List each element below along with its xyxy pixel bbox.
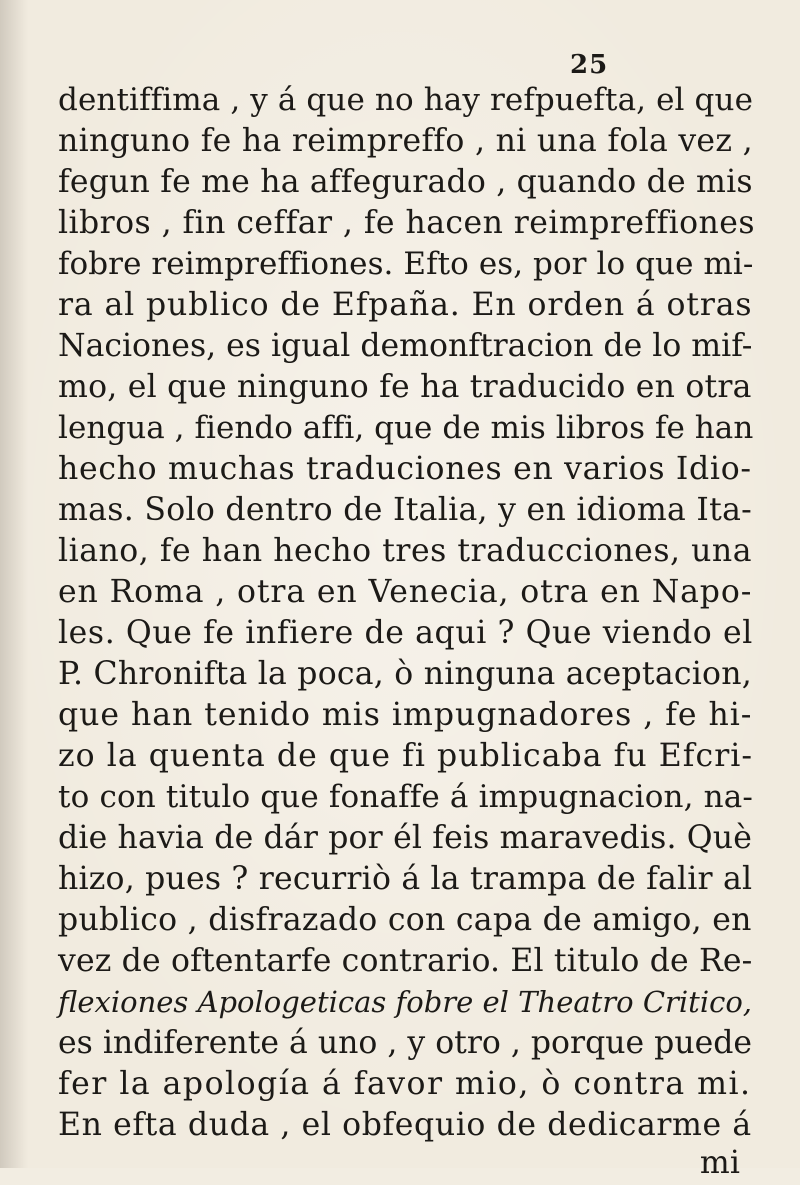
catchword: mi: [699, 1145, 740, 1181]
text-line: ra al publico de Efpaña. En orden á otras: [58, 287, 753, 323]
text-line: fer la apología á favor mio, ò contra mi.: [58, 1066, 752, 1102]
text-line: Naciones, es igual demonftracion de lo mif-: [58, 328, 753, 364]
text-line: die havia de dár por él feis maravedis. Què: [58, 820, 753, 856]
text-line: es indiferente á uno , y otro , porque puede: [58, 1025, 753, 1061]
text-line: fegun fe me ha affegurado , quando de mis: [58, 164, 753, 200]
text-line: En efta duda , el obfequio de dedicarme á: [58, 1107, 752, 1143]
italic-title-line: flexiones Apologeticas fobre el Theatro Critico,: [58, 985, 753, 1019]
text-line: publico , disfrazado con capa de amigo, en: [58, 902, 752, 938]
text-line: les. Que fe infiere de aqui ? Que viendo el: [58, 615, 753, 651]
text-line: hizo, pues ? recurriò á la trampa de falir al: [58, 861, 753, 897]
text-line: libros , fin ceffar , fe hacen reimpreffiones: [58, 205, 755, 241]
text-line: zo la quenta de que fi publicaba fu Efcri-: [58, 738, 754, 774]
text-line: mo, el que ninguno fe ha traducido en otra: [58, 369, 752, 405]
text-line: hecho muchas traduciones en varios Idio-: [58, 451, 752, 487]
text-line: vez de oftentarfe contrario. El titulo de Re-: [58, 943, 753, 979]
text-line: P. Chronifta la poca, ò ninguna aceptacion,: [58, 656, 752, 692]
text-line: dentiffima , y á que no hay refpuefta, el que: [58, 82, 754, 118]
text-line: mas. Solo dentro de Italia, y en idioma Ita-: [58, 492, 753, 528]
text-line: liano, fe han hecho tres traducciones, una: [58, 533, 753, 569]
page-number: 25: [570, 50, 609, 80]
text-line: to con titulo que fonaffe á impugnacion, na-: [58, 779, 754, 815]
text-line: que han tenido mis impugnadores , fe hi-: [58, 697, 753, 733]
text-line: lengua , fiendo affi, que de mis libros fe han: [58, 410, 754, 446]
text-line: ninguno fe ha reimpreffo , ni una fola vez ,: [58, 123, 753, 159]
text-line: fobre reimpreffiones. Efto es, por lo que mi-: [58, 246, 754, 282]
text-line: en Roma , otra en Venecia, otra en Napo-: [58, 574, 753, 610]
